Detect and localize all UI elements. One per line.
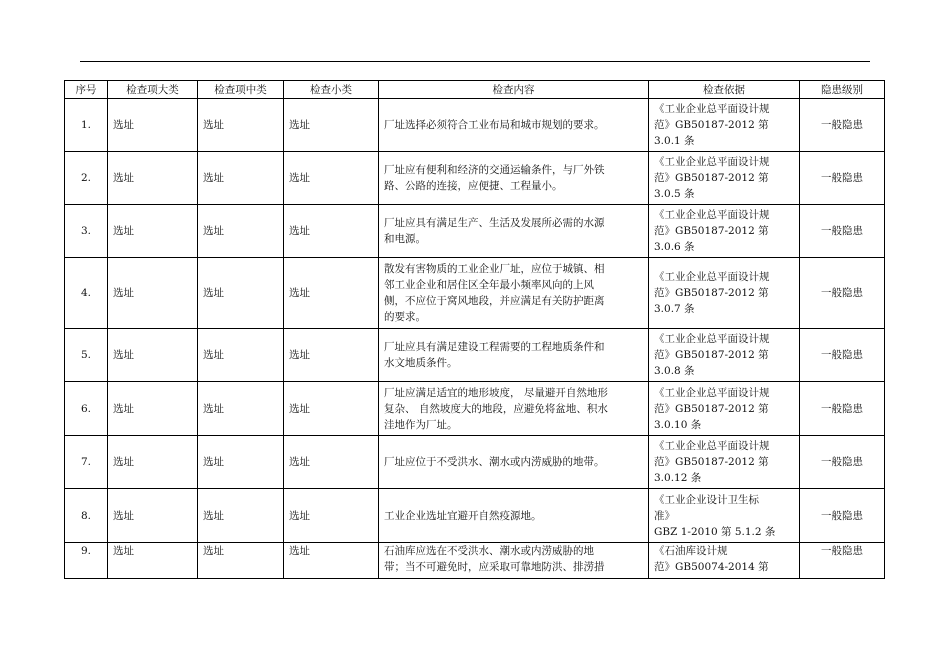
header-middle-category: 检查项中类 [198, 81, 284, 99]
cell-minor-category: 选址 [284, 382, 379, 436]
cell-hazard-level: 一般隐患 [800, 205, 885, 258]
header-rule [80, 61, 870, 62]
cell-basis-line: 范》GB50187-2012 第 [654, 287, 769, 299]
cell-basis-line: 范》GB50187-2012 第 [654, 402, 769, 415]
table-row [65, 329, 885, 382]
cell-middle-category: 选址 [198, 436, 284, 489]
cell-major-category: 选址 [108, 99, 198, 152]
cell-middle-category: 选址 [198, 258, 284, 329]
cell-content-line: 邻工业企业和居住区全年最小频率风向的上风 [384, 279, 594, 291]
cell-index: 7. [65, 436, 108, 489]
cell-middle-category: 选址 [198, 489, 284, 543]
cell-basis-line: 《工业企业总平面设计规 [654, 386, 770, 399]
table-header-row [65, 81, 885, 99]
cell-major-category: 选址 [108, 258, 198, 329]
cell-content [379, 258, 649, 329]
cell-basis-line: 《工业企业设计卫生标 [654, 493, 759, 506]
cell-middle-category: 选址 [198, 205, 284, 258]
cell-content-line: 洼地作为厂址。 [384, 418, 458, 431]
cell-content [379, 543, 649, 579]
cell-minor-category: 选址 [284, 99, 379, 152]
cell-content-line: 厂址应具有满足生产、生活及发展所必需的水源 [384, 217, 605, 229]
cell-content [379, 382, 649, 436]
table-row [65, 436, 885, 489]
cell-content-line: 的要求。 [384, 311, 426, 323]
cell-content-line: 复杂、 自然坡度大的地段，应避免将盆地、积水 [384, 402, 608, 415]
cell-index: 9. [65, 543, 108, 579]
header-content: 检查内容 [379, 81, 649, 99]
cell-basis-line: 3.0.6 条 [654, 241, 695, 253]
cell-major-category: 选址 [108, 489, 198, 543]
cell-basis [649, 382, 800, 436]
cell-basis [649, 489, 800, 543]
cell-hazard-level: 一般隐患 [800, 436, 885, 489]
cell-basis [649, 99, 800, 152]
cell-content-line: 厂址应位于不受洪水、潮水或内涝威胁的地带。 [384, 456, 605, 468]
cell-major-category: 选址 [108, 205, 198, 258]
cell-basis-line: 《工业企业总平面设计规 [654, 209, 770, 221]
cell-content-line: 石油库应选在不受洪水、潮水或内涝威胁的地 [384, 545, 594, 557]
cell-content-line: 工业企业选址宜避开自然疫源地。 [384, 509, 542, 522]
cell-basis-line: 准》 [654, 509, 675, 522]
cell-minor-category: 选址 [284, 205, 379, 258]
header-hazard-level: 隐患级别 [800, 81, 885, 99]
cell-hazard-level: 一般隐患 [800, 489, 885, 543]
table-row [65, 152, 885, 205]
cell-hazard-level: 一般隐患 [800, 329, 885, 382]
cell-content-line: 侧，不应位于窝风地段，并应满足有关防护距离 [384, 295, 605, 307]
cell-content-line: 带；当不可避免时，应采取可靠地防洪、排涝措 [384, 561, 605, 573]
cell-index: 3. [65, 205, 108, 258]
cell-basis [649, 205, 800, 258]
table-row [65, 489, 885, 543]
cell-content-line: 和电源。 [384, 233, 426, 245]
cell-minor-category: 选址 [284, 329, 379, 382]
cell-content-line: 水文地质条件。 [384, 357, 458, 369]
cell-basis [649, 152, 800, 205]
table-body [65, 99, 885, 579]
cell-basis-line: 《工业企业总平面设计规 [654, 103, 770, 115]
cell-basis-line: 3.0.8 条 [654, 365, 695, 377]
cell-basis-line: GBZ 1-2010 第 5.1.2 条 [654, 525, 776, 538]
cell-content-line: 厂址应满足适宜的地形坡度， 尽量避开自然地形 [384, 386, 608, 399]
header-basis: 检查依据 [649, 81, 800, 99]
cell-content [379, 205, 649, 258]
cell-basis-line: 《石油库设计规 [654, 545, 728, 557]
cell-basis [649, 543, 800, 579]
cell-content-line: 路、公路的连接，应便捷、工程量小。 [384, 180, 563, 192]
cell-basis-line: 范》GB50187-2012 第 [654, 119, 769, 131]
cell-basis-line: 3.0.12 条 [654, 472, 702, 484]
cell-minor-category: 选址 [284, 258, 379, 329]
cell-hazard-level: 一般隐患 [800, 99, 885, 152]
cell-major-category: 选址 [108, 543, 198, 579]
cell-basis-line: 《工业企业总平面设计规 [654, 333, 770, 345]
cell-basis [649, 329, 800, 382]
cell-index: 4. [65, 258, 108, 329]
cell-major-category: 选址 [108, 152, 198, 205]
cell-minor-category: 选址 [284, 489, 379, 543]
cell-basis-line: 《工业企业总平面设计规 [654, 271, 770, 283]
cell-basis-line: 3.0.7 条 [654, 303, 695, 315]
cell-major-category: 选址 [108, 382, 198, 436]
header-major-category: 检查项大类 [108, 81, 198, 99]
table-row [65, 543, 885, 579]
cell-content [379, 329, 649, 382]
header-index: 序号 [65, 81, 108, 99]
inspection-table [64, 80, 885, 579]
cell-middle-category: 选址 [198, 152, 284, 205]
cell-minor-category: 选址 [284, 152, 379, 205]
cell-major-category: 选址 [108, 329, 198, 382]
cell-basis-line: 范》GB50187-2012 第 [654, 225, 769, 237]
table-row [65, 205, 885, 258]
cell-basis-line: 3.0.1 条 [654, 135, 695, 147]
table-row [65, 99, 885, 152]
cell-major-category: 选址 [108, 436, 198, 489]
cell-basis-line: 3.0.5 条 [654, 188, 695, 200]
cell-basis-line: 范》GB50187-2012 第 [654, 172, 769, 184]
cell-minor-category: 选址 [284, 436, 379, 489]
cell-content [379, 436, 649, 489]
cell-basis-line: 《工业企业总平面设计规 [654, 440, 770, 452]
table-row [65, 258, 885, 329]
cell-index: 5. [65, 329, 108, 382]
cell-index: 8. [65, 489, 108, 543]
cell-basis-line: 范》GB50187-2012 第 [654, 456, 769, 468]
cell-content-line: 散发有害物质的工业企业厂址，应位于城镇、相 [384, 263, 605, 275]
cell-index: 1. [65, 99, 108, 152]
cell-basis-line: 范》GB50074-2014 第 [654, 561, 769, 573]
cell-minor-category: 选址 [284, 543, 379, 579]
table-row [65, 382, 885, 436]
cell-content [379, 152, 649, 205]
cell-content-line: 厂址选择必须符合工业布局和城市规划的要求。 [384, 119, 605, 131]
cell-content [379, 99, 649, 152]
cell-middle-category: 选址 [198, 329, 284, 382]
cell-hazard-level: 一般隐患 [800, 258, 885, 329]
cell-hazard-level: 一般隐患 [800, 543, 885, 579]
cell-content [379, 489, 649, 543]
cell-middle-category: 选址 [198, 382, 284, 436]
cell-basis-line: 范》GB50187-2012 第 [654, 349, 769, 361]
cell-middle-category: 选址 [198, 99, 284, 152]
cell-basis-line: 3.0.10 条 [654, 418, 702, 431]
cell-index: 6. [65, 382, 108, 436]
cell-basis [649, 258, 800, 329]
cell-index: 2. [65, 152, 108, 205]
cell-hazard-level: 一般隐患 [800, 152, 885, 205]
cell-hazard-level: 一般隐患 [800, 382, 885, 436]
cell-content-line: 厂址应具有满足建设工程需要的工程地质条件和 [384, 341, 605, 353]
cell-basis [649, 436, 800, 489]
header-minor-category: 检查小类 [284, 81, 379, 99]
cell-middle-category: 选址 [198, 543, 284, 579]
cell-content-line: 厂址应有便利和经济的交通运输条件，与厂外铁 [384, 164, 605, 176]
cell-basis-line: 《工业企业总平面设计规 [654, 156, 770, 168]
